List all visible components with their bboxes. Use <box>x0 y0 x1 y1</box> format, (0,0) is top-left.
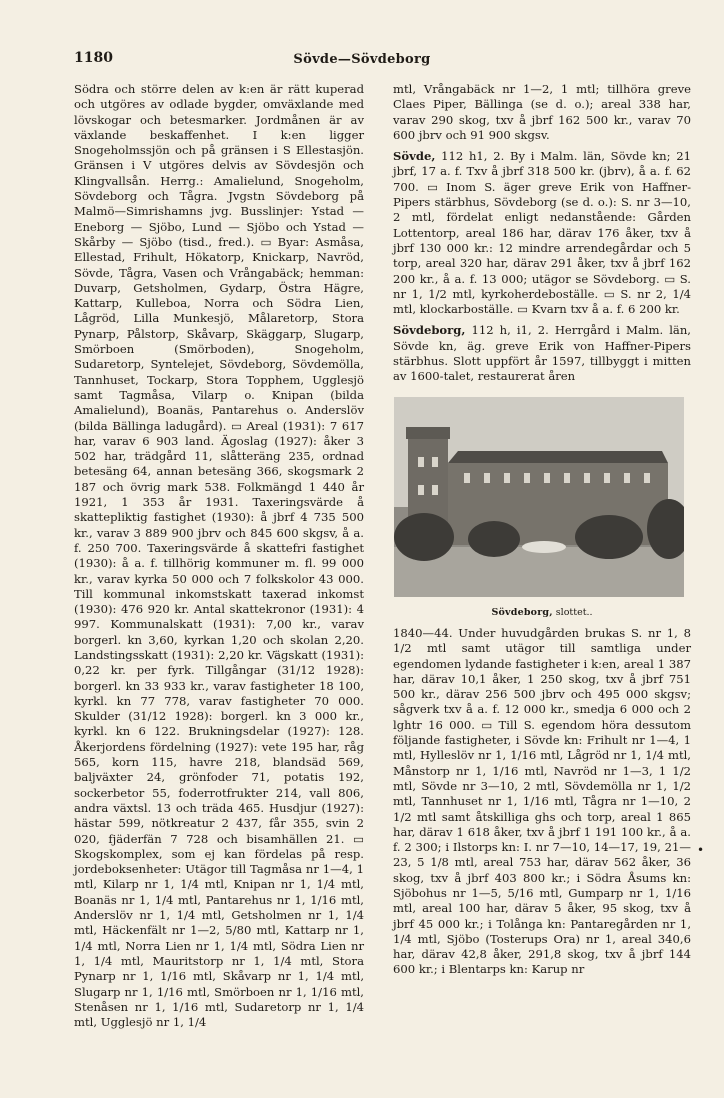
castle-illustration <box>394 397 684 597</box>
sovde-headword: Sövde, <box>393 149 436 164</box>
left-column <box>74 82 364 1030</box>
sovdeborg-entry-text: 112 h, i1, 2. Herrgård i Malm. län, Sövde kn, äg. greve Erik von Haffner-Pipers stärbhus. Slott uppfört år 1597, tillbyggt i mitten av 1600-talet, restaurerat åren <box>393 323 691 384</box>
sovdeborg-continued-text: 1840—44. Under huvudgården brukas S. nr 1, 8 1/2 mtl samt utägor till samtliga under egendomen lydande fastigheter i k:en, areal 1 387 har, därav 10,1 åker, 1 250 skog, txv å jbrf 751 500 kr., därav 256 500 jbrv och 495 000 skgsv; sågverk txv å a. f. 12 000 kr., smedja 6 000 och 2 lghtr 16 000. ▭ Till S. egendom höra dessutom följande fastigheter, i Sövde kn: Frihult nr 1—4, 1 mtl, Hylleslöv nr 1, 1/16 mtl, Lågröd nr 1, 1/4 mtl, Månstorp nr 1, 1/16 mtl, Navröd nr 1—3, 1 1/2 mtl, Sövde nr 3—10, 2 mtl, Sövdemölla nr 1, 1/2 mtl, Tannhuset nr 1, 1/16 mtl, Tågra nr 1—10, 2 1/2 mtl samt åtskilliga ghs och torp, areal 1 865 har, därav 1 618 åker, txv å jbrf 1 191 100 kr., å a. f. 2 300; i Ilstorps kn: I. nr 7—10, 14—17, 19, 21—23, 5 1/8 mtl, areal 753 har, därav 562 åker, 36 skog, txv å jbrf 403 800 kr.; i Södra Åsums kn: Sjöbohus nr 1—5, 5/16 mtl, Gumparp nr 1, 1/16 mtl, areal 100 har, därav 5 åker, 95 skog, txv å jbrf 45 000 kr.; i Tolånga kn: Pantaregården nr 1, 1/4 mtl, Sjöbo (Tosterups Ora) nr 1, areal 340,6 har, därav 42,8 åker, 291,8 skog, txv å jbrf 144 600 kr.; i Blentarps kn: Karup nr <box>393 625 691 977</box>
right-column <box>393 82 691 978</box>
castle-photo <box>394 397 684 597</box>
sovde-parish-text: Södra och större delen av k:en är rätt kuperad och utgöres av odlade bygder, omväxlande med lövskogar och betesmarker. Jordmånen är av växlande beskaffenhet. I k:en ligger Snogeholmssjön och på gränsen i S Ellestasjön. Gränsen i V utgöres delvis av Sövdesjön och Klingvallsån. Herrg.: Amalielund, Snogeholm, Sövdeborg och Tågra. Jvgstn Sövdeborg på Malmö—Simrishamns jvg. Busslinjer: Ystad — Eneborg — Sjöbo, Lund — Sjöbo och Ystad — Skårby — Sjöbo (tisd., fred.). ▭ Byar: Asmåsa, Ellestad, Frihult, Hökatorp, Knickarp, Navröd, Sövde, Tågra, Vasen och Vrångabäck; hemman: Duvarp, Getsholmen, Gydarp, Östra Hägre, Kattarp, Kulleboa, Norra och Södra Lien, Lågröd, Lilla Munkesjö, Målaretorp, Stora Pynarp, Pålstorp, Skåvarp, Skäggarp, Slugarp, Smörboen (Smörboden), Snogeholm, Sudaretorp, Syntelejet, Sövdeborg, Sövdemölla, Tannhuset, Tockarp, Stora Topphem, Ugglesjö samt Tagmåsa, Vilarp o. Knipan (bilda Amalielund), Boanäs, Pantarehus o. Anderslöv (bilda Bällinga ladugård). ▭ Areal (1931): 7 617 har, varav 6 903 land. Ägoslag (1927): åker 3 502 har, trädgård 11, slåtteräng 235, ordnad betesäng 64, annan betesäng 366, skogsmark 2 187 och övrig mark 538. Folkmängd 1 440 år 1921, 1 353 år 1931. Taxeringsvärde å skattepliktig fastighet (1930): å jbrf 4 735 500 kr., varav 3 889 900 jbrv och 845 600 skgsv, å a. f. 250 700. Taxeringsvärde å skattefri fastighet (1930): å a. f. tillhörig kommuner m. fl. 99 000 kr., varav kyrka 50 000 och 7 folkskolor 43 000. Till kommunal inkomstskatt taxerad inkomst (1930): 476 920 kr. Antal skattekronor (1931): 4 997. Kommunalskatt (1931): 7,00 kr., varav borgerl. kn 3,60, kyrkan 1,20 och skolan 2,20. Landstingsskatt (1931): 2,20 kr. Vägskatt (1931): 0,22 kr. per fyrk. Tillgångar (31/12 1928): borgerl. kn 33 933 kr., varav fastigheter 18 100, kyrkl. kn 77 778, varav fastigheter 70 000. Skulder (31/12 1928): borgerl. kn 3 000 kr., kyrkl. kn 6 122. Brukningsdelar (1927): 128. Åkerjordens fördelning (1927): vete 195 har, råg 565, korn 115, havre 218, blandsäd 569, baljväxter 24, grönfoder 71, potatis 192, sockerbetor 55, foderrotfrukter 214, vall 806, andra växtsl. 13 och träda 465. Husdjur (1927): hästar 599, nötkreatur 2 437, får 355, svin 2 020, fjäderfän 7 728 och bisamhällen 21. ▭ Skogskomplex, som ej kan fördelas på resp. jordeboksenheter: Utägor till Tagmåsa nr 1—4, 1 mtl, Kilarp nr 1, 1/4 mtl, Knipan nr 1, 1/4 mtl, Boanäs nr 1, 1/4 mtl, Pantarehus nr 1, 1/16 mtl, Anderslöv nr 1, 1/4 mtl, Getsholmen nr 1, 1/4 mtl, Häckenfält nr 1—2, 5/80 mtl, Kattarp nr 1, 1/4 mtl, Norra Lien nr 1, 1/4 mtl, Södra Lien nr 1, 1/4 mtl, Mauritstorp nr 1, 1/4 mtl, Stora Pynarp nr 1, 1/16 mtl, Skåvarp nr 1, 1/4 mtl, Slugarp nr 1, 1/16 mtl, Smörboen nr 1, 1/16 mtl, Stenåsen nr 1, 1/16 mtl, Sudaretorp nr 1, 1/4 mtl, Ugglesjö nr 1, 1/4 <box>74 82 364 1030</box>
sovdeborg-entry <box>393 323 691 384</box>
sovde-entry <box>393 149 691 317</box>
margin-mark: • <box>697 843 705 857</box>
caption-subtitle: slottet.. <box>552 606 593 618</box>
sovdeborg-headword: Sövdeborg, <box>393 323 466 338</box>
continued-text: mtl, Vrångabäck nr 1—2, 1 mtl; tillhöra greve Claes Piper, Bällinga (se d. o.); areal 338 har, varav 290 skog, txv å jbrf 162 500 kr., varav 70 600 jbrv och 91 900 skgsv. <box>393 82 691 142</box>
running-head: Sövde—Sövdeborg <box>293 52 431 67</box>
sovde-entry-text: 112 h1, 2. By i Malm. län, Sövde kn; 21 jbrf, 17 a. f. Txv å jbrf 318 500 kr. (jbrv), å a. f. 62 700. ▭ Inom S. äger greve Erik von Haffner-Pipers stärbhus, Sövdeborg (se d. o.): S. nr 3—10, 2 mtl, fördelat enligt nedanstående: Gården Lottentorp, areal 186 har, därav 176 åker, txv å jbrf 130 000 kr.: 12 mindre arrendegårdar och 5 torp, areal 320 har, därav 291 åker, txv å jbrf 162 200 kr., å a. f. 13 000; utägor se Sövdeborg. ▭ S. nr 1, 1/2 mtl, kyrkoherdeboställe. ▭ S. nr 2, 1/4 mtl, klockarboställe. ▭ Kvarn txv å a. f. 6 200 kr. <box>393 149 692 317</box>
caption-title: Sövdeborg, <box>491 606 553 618</box>
page-header <box>74 50 650 72</box>
photo-caption <box>393 605 691 620</box>
page-number: 1180 <box>74 50 113 66</box>
